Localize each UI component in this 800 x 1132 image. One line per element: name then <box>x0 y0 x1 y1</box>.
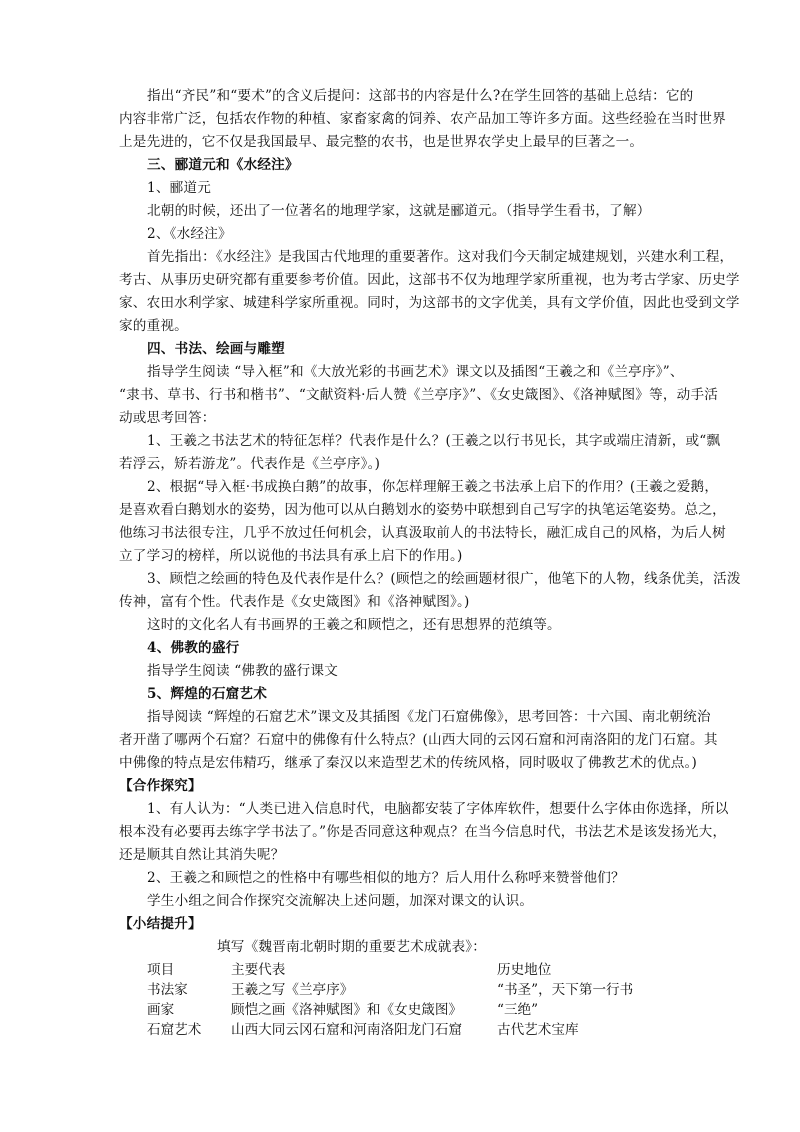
table-cell: 石窟艺术 <box>147 1022 202 1038</box>
paragraph-line: 2、王羲之和顾恺之的性格中有哪些相似的地方？后人用什么称呼来赞誉他们？ <box>147 870 625 886</box>
paragraph-line: 还是顺其自然让其消失呢？ <box>119 847 285 863</box>
table-cell: 山西大同云冈石窟和河南洛阳龙门石窟 <box>231 1022 463 1038</box>
table-cell: “书圣”，天下第一行书 <box>497 982 634 998</box>
paragraph-line: 若浮云，矫若游龙”。代表作是《兰亭序》。) <box>119 456 381 472</box>
paragraph-line: 动或思考回答： <box>119 410 216 426</box>
paragraph-line: 者开凿了哪两个石窟？石窟中的佛像有什么特点？(山西大同的云冈石窟和河南洛阳的龙门石窟。其 <box>119 732 718 748</box>
subheading: 1、郦道元 <box>147 180 212 196</box>
paragraph-line: 2、根据“导入框·书成换白鹅”的故事，你怎样理解王羲之书法承上启下的作用？(王羲之爱鹅， <box>147 479 719 495</box>
paragraph-line: 家的重视。 <box>119 318 188 334</box>
table-caption: 填写《魏晋南北朝时期的重要艺术成就表》： <box>217 939 487 955</box>
paragraph-line: 考古、从事历史研究都有重要参考价值。因此，这部书不仅为地理学家所重视，也为考古学家、历史学 <box>119 272 740 288</box>
subheading: 5、辉煌的石窟艺术 <box>147 686 268 702</box>
table-cell: 画家 <box>147 1002 175 1018</box>
table-cell: 书法家 <box>147 982 188 998</box>
paragraph-line: 立了学习的榜样，所以说他的书法具有承上启下的作用。) <box>119 548 463 564</box>
paragraph-line: 家、农田水利学家、城建科学家所重视。同时，为这部书的文字优美，具有文学价值，因此也受到文学 <box>119 295 740 311</box>
table-header: 主要代表 <box>231 962 286 978</box>
table-header: 项目 <box>147 962 175 978</box>
paragraph-line: 3、顾恺之绘画的特色及代表作是什么？(顾恺之的绘画题材很广，他笔下的人物，线条优美，活泼 <box>147 571 741 587</box>
paragraph-line: 指导阅读 “辉煌的石窟艺术”课文及其插图《龙门石窟佛像》，思考回答：十六国、南北朝统治 <box>147 709 711 725</box>
paragraph-line: 是喜欢看白鹅划水的姿势，因为他可以从白鹅划水的姿势中联想到自己写字的执笔运笔姿势。总之， <box>119 502 726 518</box>
table-cell: 王羲之写《兰亭序》 <box>231 982 354 998</box>
paragraph-line: 内容非常广泛，包括农作物的种植、家畜家禽的饲养、农产品加工等许多方面。这些经验在当时世界 <box>119 111 726 127</box>
table-cell: “三绝” <box>497 1002 539 1018</box>
paragraph-line: 指出“齐民”和“要术”的含义后提问：这部书的内容是什么?在学生回答的基础上总结：它的 <box>147 88 694 104</box>
table-cell: 古代艺术宝库 <box>497 1022 579 1038</box>
subheading: 4、佛教的盛行 <box>147 640 240 656</box>
paragraph-line: 中佛像的特点是宏伟精巧，继承了秦汉以来造型艺术的传统风格，同时吸収了佛教艺术的优点。) <box>119 755 698 771</box>
table-header: 历史地位 <box>497 962 552 978</box>
paragraph-line: 指导学生阅读 “佛教的盛行课文 <box>147 663 338 679</box>
paragraph-line: 指导学生阅读 “导入框”和《大放光彩的书画艺术》课文以及插图“王羲之和《兰亭序》”、 <box>147 364 684 380</box>
section-heading: 三、郦道元和《水经注》 <box>147 157 299 173</box>
paragraph-line: 1、有人认为：“人类已进入信息时代，电脑都安装了字体库软件，想要什么字体由你选择，所以 <box>147 801 729 817</box>
paragraph-line: 传神，富有个性。代表作是《女史箴图》和《洛神赋图》。) <box>119 594 470 610</box>
table-cell: 顾恺之画《洛神赋图》和《女史箴图》 <box>231 1002 463 1018</box>
paragraph-line: 首先指出：《水经注》是我国古代地理的重要著作。这对我们今天制定城建规划，兴建水利工程， <box>147 249 734 265</box>
subheading: 2、《水经注》 <box>147 226 232 242</box>
section-heading: 【小结提升】 <box>119 916 202 932</box>
paragraph-line: “隶书、草书、行书和楷书”、“文献资料·后人赞《兰亭序》”、《女史箴图》、《洛神赋图》等，动手活 <box>119 387 719 403</box>
paragraph-line: 学生小组之间合作探究交流解决上述问题，加深对课文的认识。 <box>147 893 534 909</box>
paragraph-line: 北朝的时候，还出了一位著名的地理学家，这就是郦道元。（指导学生看书，了解） <box>147 203 651 219</box>
paragraph-line: 1、王羲之书法艺术的特征怎样？代表作是什么？(王羲之以行书见长，其字或端庄清新，或“飘 <box>147 433 721 449</box>
paragraph-line: 他练习书法很专注，几乎不放过任何机会，认真汲取前人的书法特长，融汇成自己的风格，为后人树 <box>119 525 726 541</box>
paragraph-line: 根本没有必要再去练字学书法了。”你是否同意这种观点？在当今信息时代，书法艺术是该发扬光大， <box>119 824 727 840</box>
paragraph-line: 这时的文化名人有书画界的王羲之和顾恺之，还有思想界的范缜等。 <box>147 617 561 633</box>
section-heading: 四、书法、绘画与雕塑 <box>147 341 285 357</box>
section-heading: 【合作探究】 <box>119 778 202 794</box>
paragraph-line: 上是先进的，它不仅是我国最早、最完整的农书，也是世界农学史上最早的巨著之一。 <box>119 134 644 150</box>
